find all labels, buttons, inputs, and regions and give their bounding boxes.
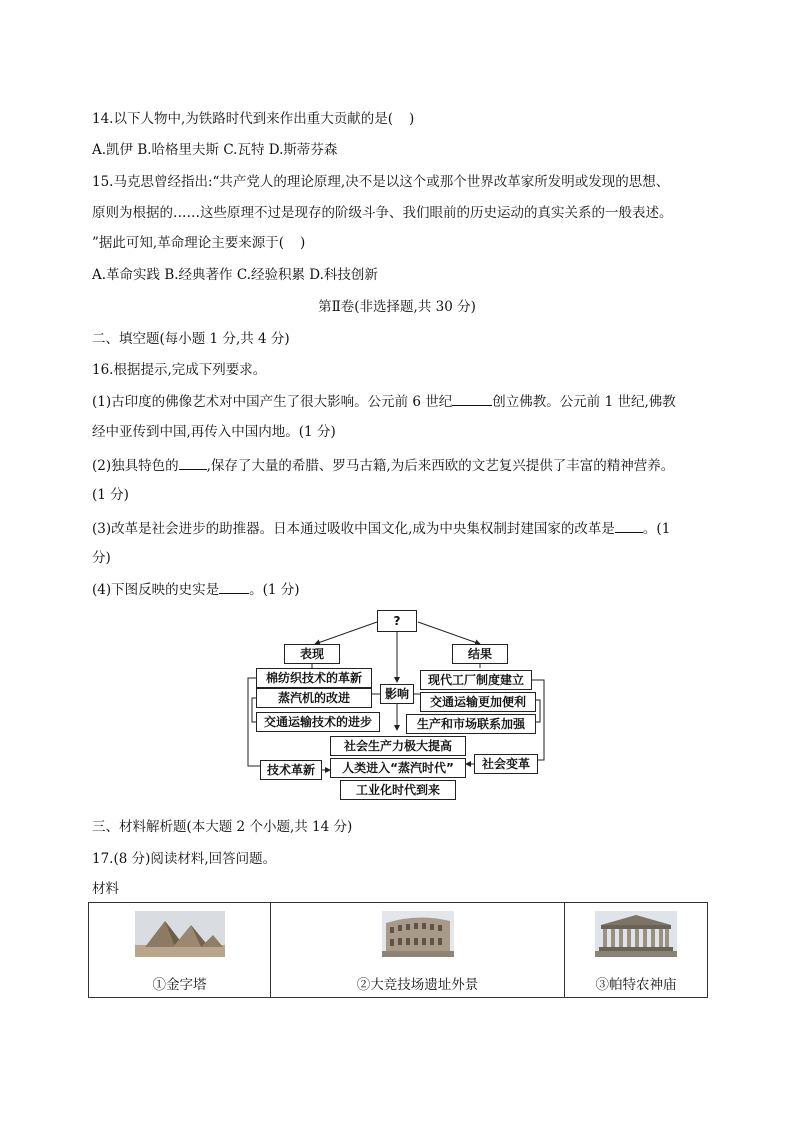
diagram-left-head: 表现 bbox=[284, 644, 340, 664]
section2-title: 二、填空题(每小题 1 分,共 4 分) bbox=[92, 331, 290, 347]
q16-sub4-text-a: (4)下图反映的史实是 bbox=[92, 582, 220, 598]
q16-sub3-text-b: 。(1 bbox=[642, 521, 671, 537]
parthenon-image bbox=[595, 911, 677, 957]
diagram-top-box: ? bbox=[377, 610, 417, 632]
material-label: 材料 bbox=[92, 881, 119, 897]
q15-line3 bbox=[92, 234, 305, 252]
material-caption-2: ②大竞技场遗址外景 bbox=[356, 977, 479, 993]
diagram-left-item-3: 交通运输技术的进步 bbox=[256, 712, 380, 732]
q16-sub3-line1 bbox=[92, 518, 670, 538]
q16-sub2-text-b: ,保存了大量的希腊、罗马古籍,为后来西欧的文艺复兴提供了丰富的精神营养。 bbox=[206, 458, 675, 474]
colosseum-image bbox=[382, 911, 454, 957]
q16-sub2-line1 bbox=[92, 455, 674, 475]
diagram-right-item-2: 交通运输更加便利 bbox=[420, 692, 536, 712]
diagram-influence-box: 影响 bbox=[380, 684, 414, 704]
material-table bbox=[88, 902, 708, 998]
q16-sub4-line1 bbox=[92, 579, 300, 599]
q15-options: A.革命实践 B.经典著作 C.经验积累 D.科技创新 bbox=[92, 267, 378, 283]
q16-sub1-text-b: 创立佛教。公元前 1 世纪,佛教 bbox=[492, 394, 676, 410]
q16-sub1-line1 bbox=[92, 391, 676, 411]
q15-line2: 原则为根据的……这些原理不过是现存的阶级斗争、我们眼前的历史运动的真实关系的一般表述。 bbox=[92, 205, 673, 221]
answer-blank bbox=[452, 391, 492, 406]
q16-sub1-line2: 经中亚传到中国,再传入中国内地。(1 分) bbox=[92, 424, 336, 440]
q14-stem-end: ) bbox=[409, 111, 415, 127]
answer-blank bbox=[615, 518, 643, 533]
q15-line3-end: ) bbox=[299, 235, 306, 251]
diagram-right-head: 结果 bbox=[452, 644, 508, 664]
q15-line1: 15.马克思曾经指出:“共产党人的理论原理,决不是以这个或那个世界改革家所发明或发现的思想、 bbox=[92, 174, 670, 190]
q15-line3-text: ”据此可知,革命理论主要来源于( bbox=[92, 235, 284, 251]
arrow-to-right-head bbox=[418, 622, 480, 644]
part2-title: 第Ⅱ卷(非选择题,共 30 分) bbox=[318, 299, 476, 315]
material-cell-parthenon bbox=[565, 903, 707, 997]
material-caption-3: ③帕特农神庙 bbox=[595, 977, 677, 993]
arrow-to-left-head bbox=[315, 622, 377, 644]
diagram-bottom-left-box: 技术革新 bbox=[260, 760, 322, 780]
right-inner-bracket bbox=[536, 700, 540, 722]
diagram-left-item-1: 棉纺织技术的革新 bbox=[256, 668, 372, 688]
diagram-bottom-right-box: 社会变革 bbox=[474, 754, 538, 774]
diagram-left-item-2: 蒸汽机的改进 bbox=[256, 688, 372, 708]
diagram-right-item-3: 生产和市场联系加强 bbox=[406, 714, 536, 734]
q14-stem-text: 14.以下人物中,为铁路时代到来作出重大贡献的是( bbox=[92, 111, 394, 127]
q16-sub4-text-b: 。(1 分) bbox=[249, 582, 300, 598]
diagram-center-item-3: 工业化时代到来 bbox=[340, 780, 456, 800]
diagram-right-item-1: 现代工厂制度建立 bbox=[420, 670, 532, 690]
material-cell-colosseum bbox=[271, 903, 565, 997]
diagram-center-item-1: 社会生产力极大提高 bbox=[330, 736, 466, 756]
q16-sub3-line2: 分) bbox=[92, 550, 111, 566]
material-cell-pyramid bbox=[89, 903, 271, 997]
industrial-revolution-diagram bbox=[240, 606, 560, 806]
q16-sub2-line2: (1 分) bbox=[92, 487, 129, 503]
section3-title: 三、材料解析题(本大题 2 个小题,共 14 分) bbox=[92, 819, 353, 835]
pyramid-image bbox=[135, 911, 225, 957]
q16-stem: 16.根据提示,完成下列要求。 bbox=[92, 362, 267, 378]
answer-blank bbox=[179, 455, 207, 470]
q16-sub1-text-a: (1)古印度的佛像艺术对中国产生了很大影响。公元前 6 世纪 bbox=[92, 394, 453, 410]
q14-options: A.凯伊 B.哈格里夫斯 C.瓦特 D.斯蒂芬森 bbox=[92, 142, 338, 158]
q16-sub2-text-a: (2)独具特色的 bbox=[92, 458, 179, 474]
q16-sub3-text-a: (3)改革是社会进步的助推器。日本通过吸收中国文化,成为中央集权制封建国家的改革是 bbox=[92, 521, 615, 537]
material-caption-1: ①金字塔 bbox=[152, 977, 207, 993]
diagram-center-item-2: 人类进入“蒸汽时代” bbox=[330, 758, 466, 778]
q17-stem: 17.(8 分)阅读材料,回答问题。 bbox=[92, 851, 277, 867]
q14-stem bbox=[92, 110, 414, 128]
answer-blank bbox=[219, 579, 249, 594]
